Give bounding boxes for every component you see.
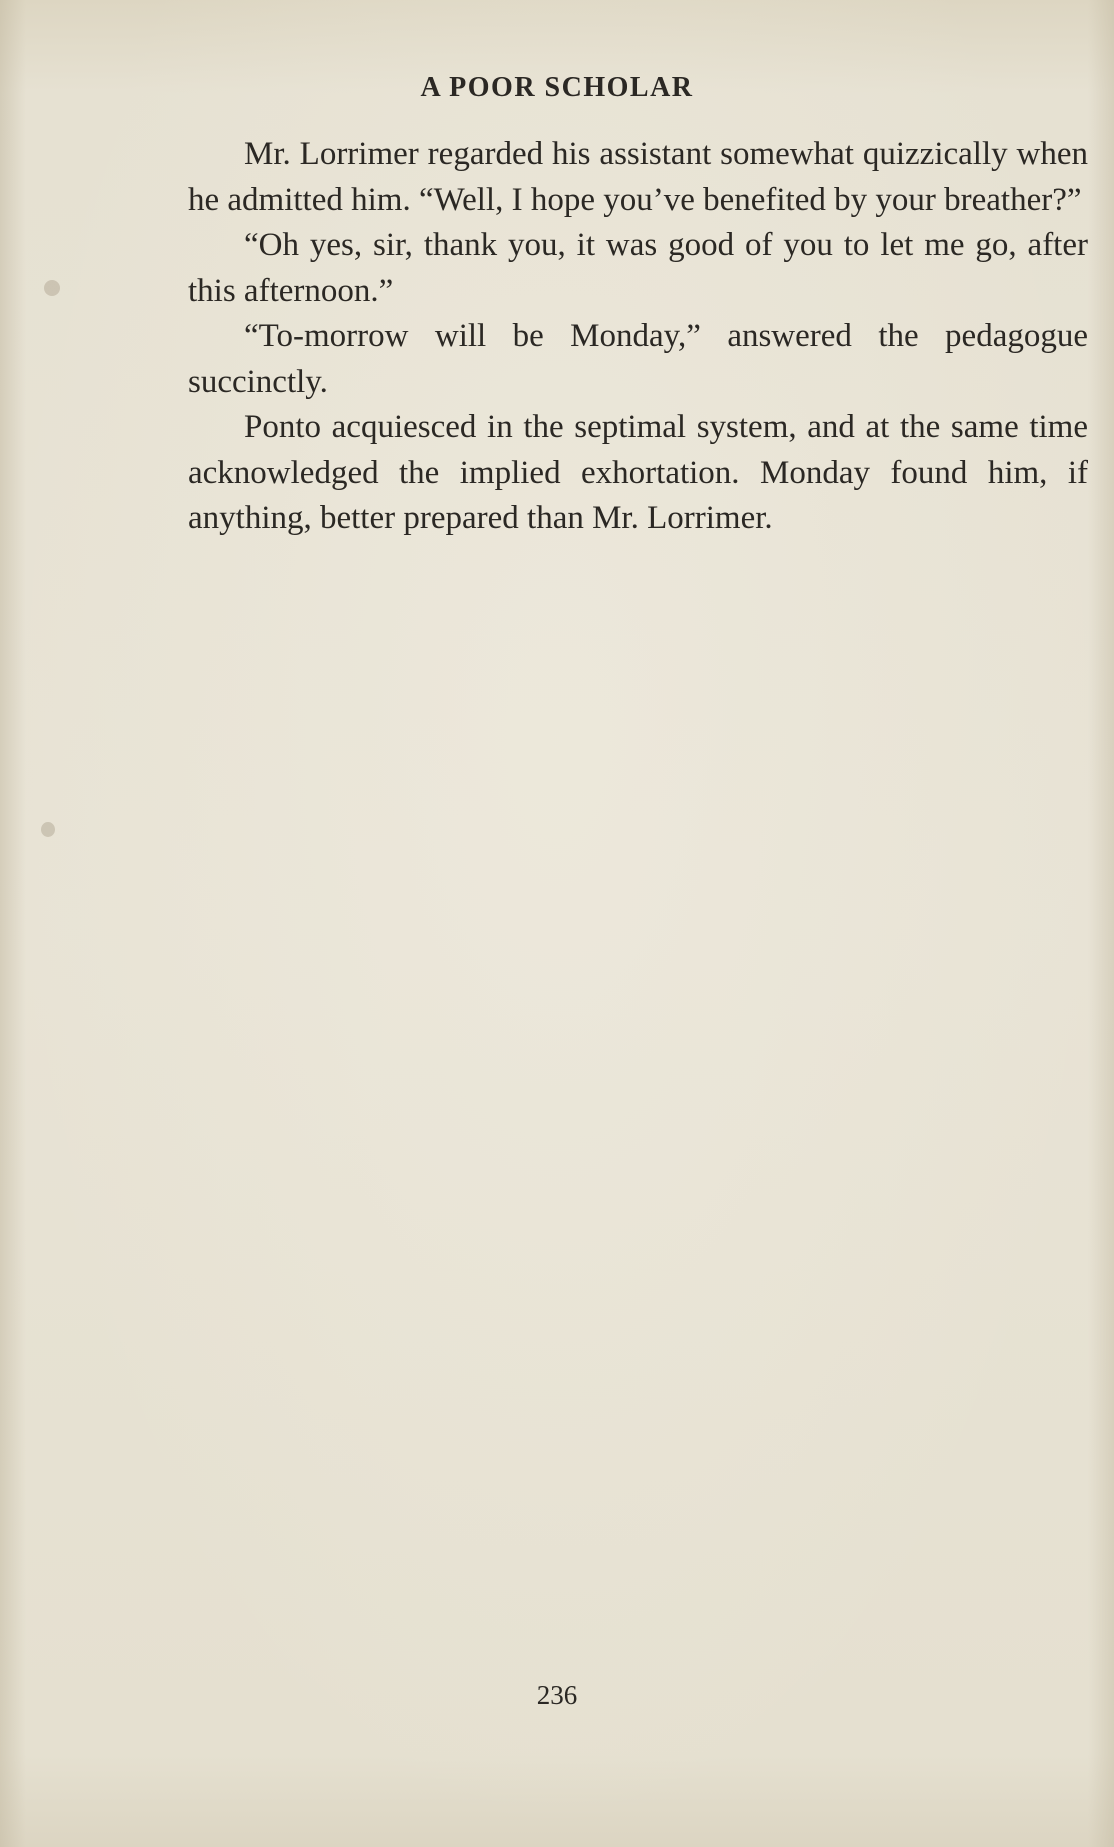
foxing-spot — [41, 822, 55, 837]
page-edge-shadow-right — [1088, 0, 1114, 1847]
body-text — [188, 132, 1088, 542]
paragraph: “Oh yes, sir, thank you, it was good of you to let me go, after this afternoon.” — [188, 227, 1088, 309]
page-edge-shadow-left — [0, 0, 26, 1847]
page-number: 236 — [536, 1680, 578, 1710]
paragraph: Ponto acquiesced in the septimal system, and at the same time acknowledged the implied exhortation. Monday found him, if anything, better prepared than Mr. Lorrimer. — [188, 409, 1088, 536]
paragraph: Mr. Lorrimer regarded his assistant somewhat quizzically when he admitted him. “Well, I hope you’ve benefited by your breather?” — [188, 136, 1088, 218]
running-head: A POOR SCHOLAR — [420, 72, 694, 103]
foxing-spot — [44, 280, 60, 296]
paragraph: “To-morrow will be Monday,” answered the pedagogue succinctly. — [188, 318, 1088, 400]
